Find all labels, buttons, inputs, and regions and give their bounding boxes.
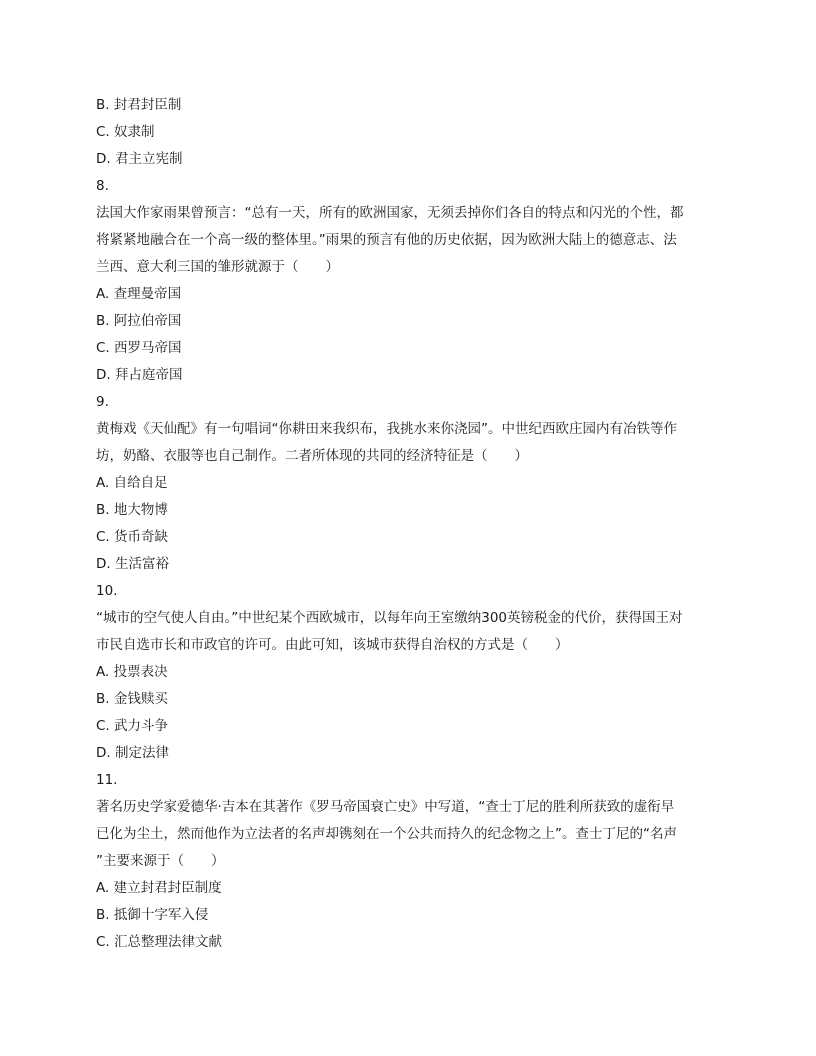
- question-stem-line: 将紧紧地融合在一个高一级的整体里。”雨果的预言有他的历史依据，因为欧洲大陆上的德意志、法: [96, 232, 677, 248]
- option-7c: C. 奴隶制: [96, 124, 155, 140]
- question-9: [96, 389, 720, 578]
- option-d: D. 生活富裕: [96, 556, 169, 572]
- question-stem-line: 市民自选市长和市政官的许可。由此可知，该城市获得自治权的方式是（ ）: [96, 637, 569, 653]
- option-d: D. 制定法律: [96, 745, 169, 761]
- question-10: [96, 578, 720, 767]
- option-b: B. 金钱赎买: [96, 691, 168, 707]
- lead-options: [96, 92, 720, 173]
- question-stem-line: 法国大作家雨果曾预言：“总有一天，所有的欧洲国家，无须丢掉你们各自的特点和闪光的个性，都: [96, 205, 684, 221]
- option-b: B. 抵御十字军入侵: [96, 907, 209, 923]
- option-d: D. 拜占庭帝国: [96, 367, 183, 383]
- question-stem-line: 已化为尘土，然而他作为立法者的名声却镌刻在一个公共而持久的纪念物之上”。查士丁尼的“名声: [96, 826, 677, 842]
- option-c: C. 货币奇缺: [96, 529, 169, 545]
- option-a: A. 自给自足: [96, 475, 168, 491]
- question-8: [96, 173, 720, 389]
- question-stem-line: “城市的空气使人自由。”中世纪某个西欧城市，以每年向王室缴纳300英镑税金的代价，获得国王对: [96, 610, 683, 626]
- option-c: C. 西罗马帝国: [96, 340, 182, 356]
- option-7b: B. 封君封臣制: [96, 97, 182, 113]
- question-stem-line: 坊，奶酪、衣服等也自己制作。二者所体现的共同的经济特征是（ ）: [96, 448, 528, 464]
- option-c: C. 汇总整理法律文献: [96, 934, 223, 950]
- option-a: A. 建立封君封臣制度: [96, 880, 222, 896]
- option-b: B. 地大物博: [96, 502, 168, 518]
- question-stem-line: 黄梅戏《天仙配》有一句唱词“你耕田来我织布，我挑水来你浇园”。中世纪西欧庄园内有冶铁等作: [96, 421, 677, 437]
- question-number: 10.: [96, 583, 118, 599]
- question-stem-line: 兰西、意大利三国的雏形就源于（ ）: [96, 259, 339, 275]
- question-number: 11.: [96, 772, 118, 788]
- question-number: 8.: [96, 178, 109, 194]
- question-stem-line: ”主要来源于（ ）: [96, 853, 225, 869]
- option-c: C. 武力斗争: [96, 718, 169, 734]
- question-11: [96, 767, 720, 956]
- question-stem-line: 著名历史学家爱德华·吉本在其著作《罗马帝国衰亡史》中写道，“查士丁尼的胜利所获致的虚衔早: [96, 799, 675, 815]
- option-b: B. 阿拉伯帝国: [96, 313, 182, 329]
- option-a: A. 投票表决: [96, 664, 168, 680]
- option-7d: D. 君主立宪制: [96, 151, 183, 167]
- exam-page: [96, 92, 720, 956]
- question-number: 9.: [96, 394, 109, 410]
- option-a: A. 查理曼帝国: [96, 286, 182, 302]
